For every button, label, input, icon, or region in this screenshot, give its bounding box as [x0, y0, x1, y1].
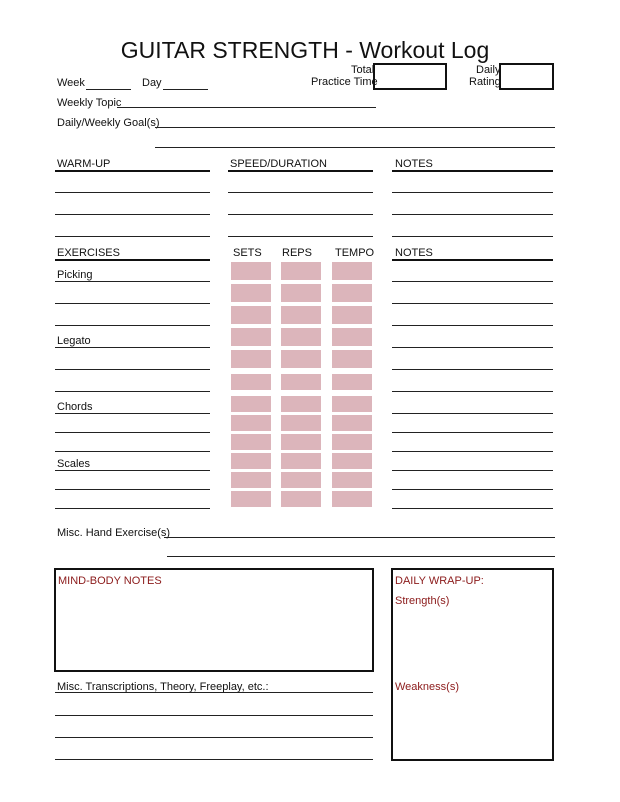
day-label: Day [142, 77, 162, 89]
category-chords: Chords [57, 401, 93, 413]
daily-label: Daily [476, 64, 501, 76]
exercise-notes-line[interactable] [392, 281, 553, 282]
sets-cell[interactable] [231, 306, 271, 324]
sets-cell[interactable] [231, 453, 271, 469]
total-label: Total [351, 64, 375, 76]
misc-hand-field-line-1[interactable] [164, 537, 555, 538]
misc-transcriptions-label: Misc. Transcriptions, Theory, Freeplay, etc.: [57, 681, 269, 693]
sets-cell[interactable] [231, 415, 271, 431]
tempo-cell[interactable] [332, 434, 372, 450]
tempo-cell[interactable] [332, 491, 372, 507]
warmup-notes-line[interactable] [392, 192, 553, 193]
exercise-line[interactable] [55, 508, 210, 509]
reps-cell[interactable] [281, 396, 321, 412]
sets-cell[interactable] [231, 262, 271, 280]
week-field[interactable] [86, 89, 131, 90]
mind-body-notes-label: MIND-BODY NOTES [58, 575, 162, 587]
tempo-cell[interactable] [332, 306, 372, 324]
exercise-notes-line[interactable] [392, 470, 553, 471]
weekly-topic-field[interactable] [117, 107, 376, 108]
sets-cell[interactable] [231, 491, 271, 507]
exercise-notes-line[interactable] [392, 413, 553, 414]
sets-cell[interactable] [231, 328, 271, 346]
tempo-cell[interactable] [332, 350, 372, 368]
daily-rating-box[interactable] [499, 63, 554, 90]
sets-cell[interactable] [231, 472, 271, 488]
day-field[interactable] [163, 89, 208, 90]
exercise-notes-line[interactable] [392, 325, 553, 326]
exercise-line[interactable] [55, 432, 210, 433]
warmup-header: WARM-UP [57, 158, 111, 170]
exercise-line[interactable] [55, 470, 210, 471]
reps-cell[interactable] [281, 284, 321, 302]
daily-wrapup-title: DAILY WRAP-UP: [395, 575, 484, 587]
tempo-cell[interactable] [332, 328, 372, 346]
speed-line[interactable] [228, 236, 373, 237]
exercises-notes-header: NOTES [395, 247, 433, 259]
sets-cell[interactable] [231, 350, 271, 368]
tempo-cell[interactable] [332, 472, 372, 488]
tempo-cell[interactable] [332, 374, 372, 390]
transcriptions-line[interactable] [55, 759, 373, 760]
misc-hand-field-line-2[interactable] [167, 556, 555, 557]
reps-cell[interactable] [281, 374, 321, 390]
goals-label: Daily/Weekly Goal(s) [57, 117, 160, 129]
exercise-line[interactable] [55, 281, 210, 282]
exercise-notes-line[interactable] [392, 303, 553, 304]
tempo-cell[interactable] [332, 262, 372, 280]
exercise-notes-line[interactable] [392, 347, 553, 348]
tempo-cell[interactable] [332, 453, 372, 469]
category-picking: Picking [57, 269, 93, 281]
transcriptions-line[interactable] [55, 715, 373, 716]
reps-cell[interactable] [281, 350, 321, 368]
speed-header-rule [228, 170, 373, 172]
transcriptions-line[interactable] [55, 692, 373, 693]
speed-line[interactable] [228, 214, 373, 215]
warmup-notes-line[interactable] [392, 236, 553, 237]
tempo-cell[interactable] [332, 284, 372, 302]
sets-header: SETS [233, 247, 262, 259]
exercises-header-rule [55, 259, 210, 261]
warmup-line[interactable] [55, 192, 210, 193]
exercise-line[interactable] [55, 325, 210, 326]
sets-cell[interactable] [231, 374, 271, 390]
exercise-line[interactable] [55, 369, 210, 370]
category-legato: Legato [57, 335, 91, 347]
page-title: GUITAR STRENGTH - Workout Log [120, 37, 490, 63]
tempo-cell[interactable] [332, 396, 372, 412]
category-scales: Scales [57, 458, 91, 470]
warmup-notes-header: NOTES [395, 158, 433, 170]
exercise-line[interactable] [55, 391, 210, 392]
warmup-line[interactable] [55, 236, 210, 237]
sets-cell[interactable] [231, 396, 271, 412]
exercise-line[interactable] [55, 347, 210, 348]
reps-cell[interactable] [281, 415, 321, 431]
exercises-notes-header-rule [392, 259, 553, 261]
reps-cell[interactable] [281, 491, 321, 507]
reps-cell[interactable] [281, 262, 321, 280]
exercise-notes-line[interactable] [392, 508, 553, 509]
rating-label: Rating [469, 76, 501, 88]
exercise-line[interactable] [55, 451, 210, 452]
exercise-notes-line[interactable] [392, 489, 553, 490]
sets-cell[interactable] [231, 284, 271, 302]
goals-field-line-2[interactable] [155, 147, 555, 148]
exercise-line[interactable] [55, 413, 210, 414]
goals-field-line-1[interactable] [155, 127, 555, 128]
week-label: Week [57, 77, 85, 89]
reps-cell[interactable] [281, 306, 321, 324]
speed-line[interactable] [228, 192, 373, 193]
reps-header: REPS [282, 247, 312, 259]
exercises-header: EXERCISES [57, 247, 120, 259]
exercise-line[interactable] [55, 303, 210, 304]
exercise-notes-line[interactable] [392, 369, 553, 370]
reps-cell[interactable] [281, 434, 321, 450]
warmup-notes-line[interactable] [392, 214, 553, 215]
misc-hand-label: Misc. Hand Exercise(s) [57, 527, 171, 539]
sets-cell[interactable] [231, 434, 271, 450]
practice-time-box[interactable] [373, 63, 447, 90]
speed-duration-header: SPEED/DURATION [230, 158, 327, 170]
warmup-line[interactable] [55, 214, 210, 215]
reps-cell[interactable] [281, 472, 321, 488]
warmup-header-rule [55, 170, 210, 172]
exercise-notes-line[interactable] [392, 432, 553, 433]
reps-cell[interactable] [281, 453, 321, 469]
reps-cell[interactable] [281, 328, 321, 346]
weekly-topic-label: Weekly Topic [57, 97, 122, 109]
tempo-cell[interactable] [332, 415, 372, 431]
exercise-line[interactable] [55, 489, 210, 490]
transcriptions-line[interactable] [55, 737, 373, 738]
exercise-notes-line[interactable] [392, 451, 553, 452]
weakness-label: Weakness(s) [395, 681, 459, 693]
exercise-notes-line[interactable] [392, 391, 553, 392]
practice-time-label: Practice Time [311, 76, 378, 88]
tempo-header: TEMPO [335, 247, 375, 259]
strength-label: Strength(s) [395, 595, 450, 607]
warmup-notes-header-rule [392, 170, 553, 172]
